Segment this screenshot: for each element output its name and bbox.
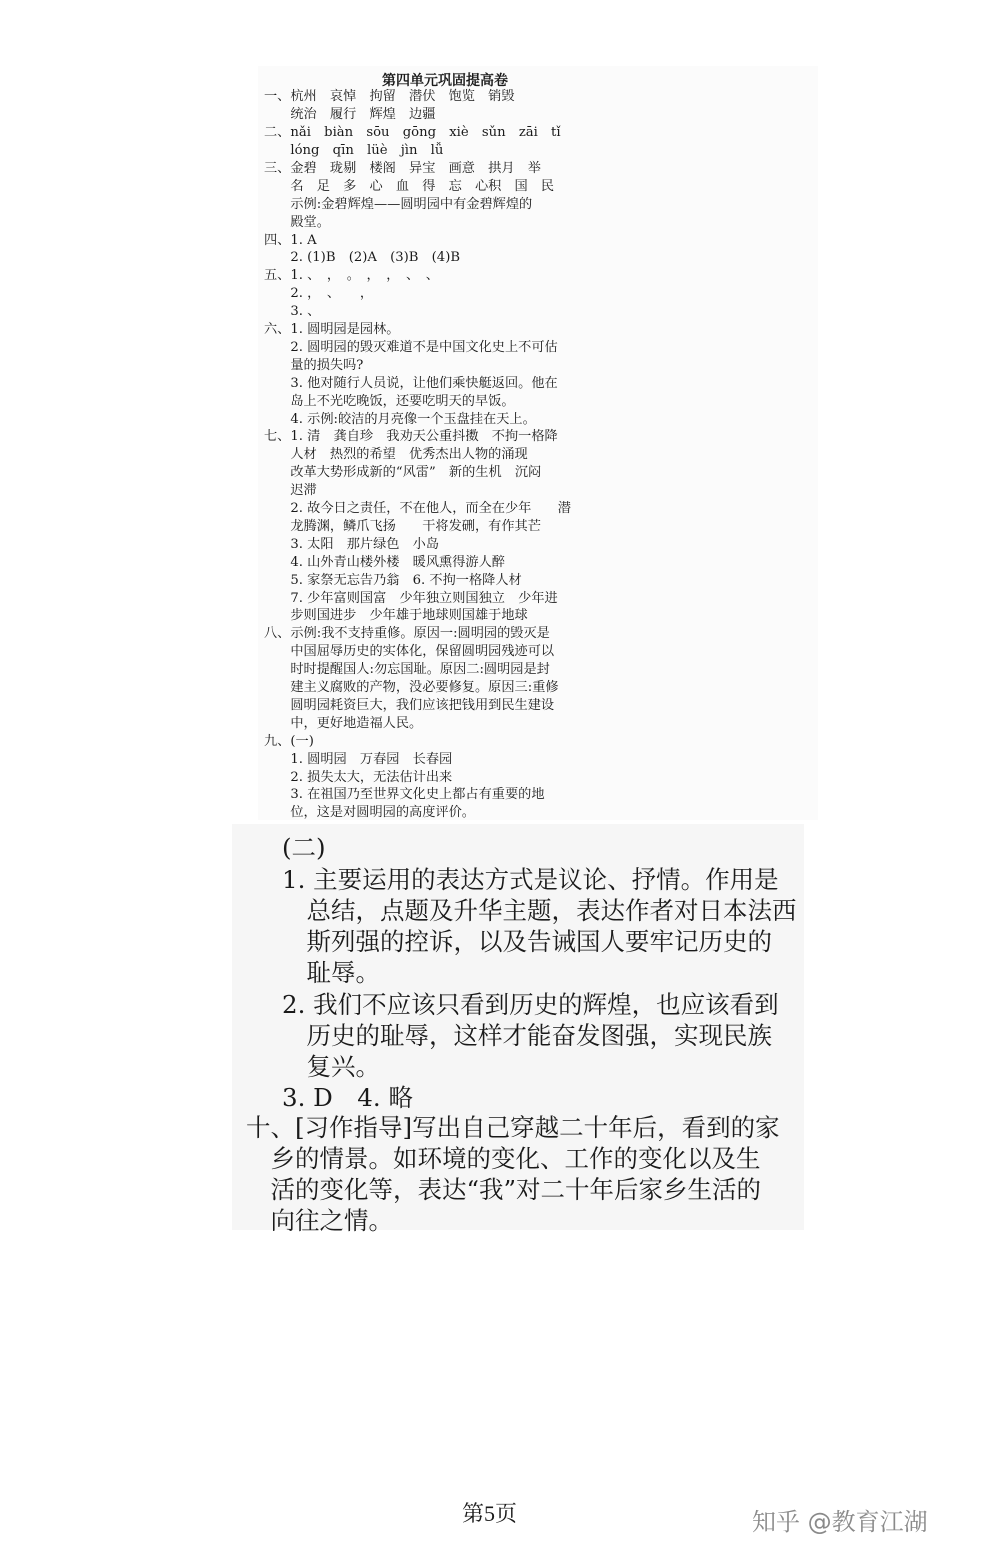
answer-line: 中国屈辱历史的实体化，保留圆明园残迹可以 — [264, 644, 555, 659]
answer-line: 圆明园耗资巨大，我们应该把钱用到民生建设 — [264, 698, 555, 713]
answer-line: lóng qīn lüè jìn lǚ — [264, 143, 444, 158]
answer-line: 4. 山外青山楼外楼 暖风熏得游人醉 — [264, 555, 505, 570]
answer-line: 2. (1)B (2)A (3)B (4)B — [264, 250, 461, 265]
answer-line: 四、1. A — [264, 233, 317, 248]
answer-line: 三、金碧 珑剔 楼阁 异宝 画意 拱月 举 — [264, 161, 541, 176]
answer-line: 九、(一) — [264, 734, 314, 749]
answer-line-large: 2. 我们不应该只看到历史的辉煌，也应该看到 — [282, 990, 779, 1019]
answer-line-large: 总结，点题及升华主题，表达作者对日本法西 — [282, 896, 797, 925]
answer-line: 七、1. 清 龚自珍 我劝天公重抖擞 不拘一格降 — [264, 429, 558, 444]
answer-line: 3. 他对随行人员说，让他们乘快艇返回。他在 — [264, 376, 558, 391]
answer-line: 7. 少年富则国富 少年独立则国独立 少年进 — [264, 591, 558, 606]
answer-line: 时时提醒国人:勿忘国耻。原因二:圆明园是封 — [264, 662, 550, 677]
answer-line-large: 十、[习作指导]写出自己穿越二十年后，看到的家 — [246, 1113, 780, 1142]
answer-line: 2. 故今日之责任，不在他人，而全在少年 潜 — [264, 501, 571, 516]
answer-line: 2. 损失太大，无法估计出来 — [264, 770, 453, 785]
answer-line: 3. 太阳 那片绿色 小岛 — [264, 537, 440, 552]
document-title: 第四单元巩固提高卷 — [382, 73, 508, 89]
answer-line: 示例:金碧辉煌——圆明园中有金碧辉煌的 — [264, 197, 533, 212]
answer-line: 步则国进步 少年雄于地球则国雄于地球 — [264, 608, 528, 623]
answer-line: 4. 示例:皎洁的月亮像一个玉盘挂在天上。 — [264, 412, 536, 427]
answer-line: 2. ， 、 ， — [264, 286, 374, 301]
answer-line: 统治 履行 辉煌 边疆 — [264, 107, 436, 122]
answer-line-large: 乡的情景。如环境的变化、工作的变化以及生 — [246, 1144, 761, 1173]
answer-line-large: 耻辱。 — [282, 958, 380, 987]
answer-line: 迟滞 — [264, 483, 317, 498]
answer-line-large: 活的变化等，表达“我”对二十年后家乡生活的 — [246, 1175, 762, 1204]
answer-line: 殿堂。 — [264, 215, 330, 230]
watermark: 知乎 @教育江湖 — [752, 1508, 928, 1536]
answer-line: 5. 家祭无忘告乃翁 6. 不拘一格降人材 — [264, 573, 522, 588]
answer-line: 人材 热烈的希望 优秀杰出人物的涌现 — [264, 447, 528, 462]
answer-line: 改革大势形成新的“风雷” 新的生机 沉闷 — [264, 465, 542, 480]
answer-line: 龙腾渊，鳞爪飞扬 干将发硎，有作其芒 — [264, 519, 541, 534]
answer-line: 八、示例:我不支持重修。原因一:圆明园的毁灭是 — [264, 626, 550, 641]
answer-line-large: 斯列强的控诉，以及告诫国人要牢记历史的 — [282, 927, 772, 956]
answer-line: 六、1. 圆明园是园林。 — [264, 322, 400, 337]
answer-line: 3. 在祖国乃至世界文化史上都占有重要的地 — [264, 787, 545, 802]
answer-line: 2. 圆明园的毁灭难道不是中国文化史上不可估 — [264, 340, 558, 355]
answer-line: 中，更好地造福人民。 — [264, 716, 423, 731]
answer-line-large: 3. D 4. 略 — [282, 1083, 413, 1112]
answer-line: 一、杭州 哀悼 拘留 潜伏 饱览 销毁 — [264, 89, 515, 104]
answer-line-large: (二) — [282, 833, 326, 862]
answer-line: 1. 圆明园 万春园 长春园 — [264, 752, 453, 767]
answer-line-large: 历史的耻辱，这样才能奋发图强，实现民族 — [282, 1021, 772, 1050]
answer-line: 位，这是对圆明园的高度评价。 — [264, 805, 475, 820]
answer-line: 量的损失吗? — [264, 358, 364, 373]
answer-line: 3. 、 — [264, 304, 321, 319]
answer-line-large: 1. 主要运用的表达方式是议论、抒情。作用是 — [282, 865, 779, 894]
answer-line: 岛上不光吃晚饭，还要吃明天的早饭。 — [264, 394, 515, 409]
answer-line-large: 复兴。 — [282, 1052, 380, 1081]
answer-line: 二、nǎi biàn sōu gōng xiè sǔn zāi tǐ — [264, 125, 561, 140]
answer-line-large: 向往之情。 — [246, 1206, 393, 1235]
answer-line: 名 足 多 心 血 得 忘 心积 国 民 — [264, 179, 555, 194]
page-number: 第5页 — [462, 1501, 518, 1526]
answer-line: 建主义腐败的产物，没必要修复。原因三:重修 — [264, 680, 559, 695]
answer-line: 五、1. 、 ， 。 ， ， 、 、 — [264, 268, 439, 283]
